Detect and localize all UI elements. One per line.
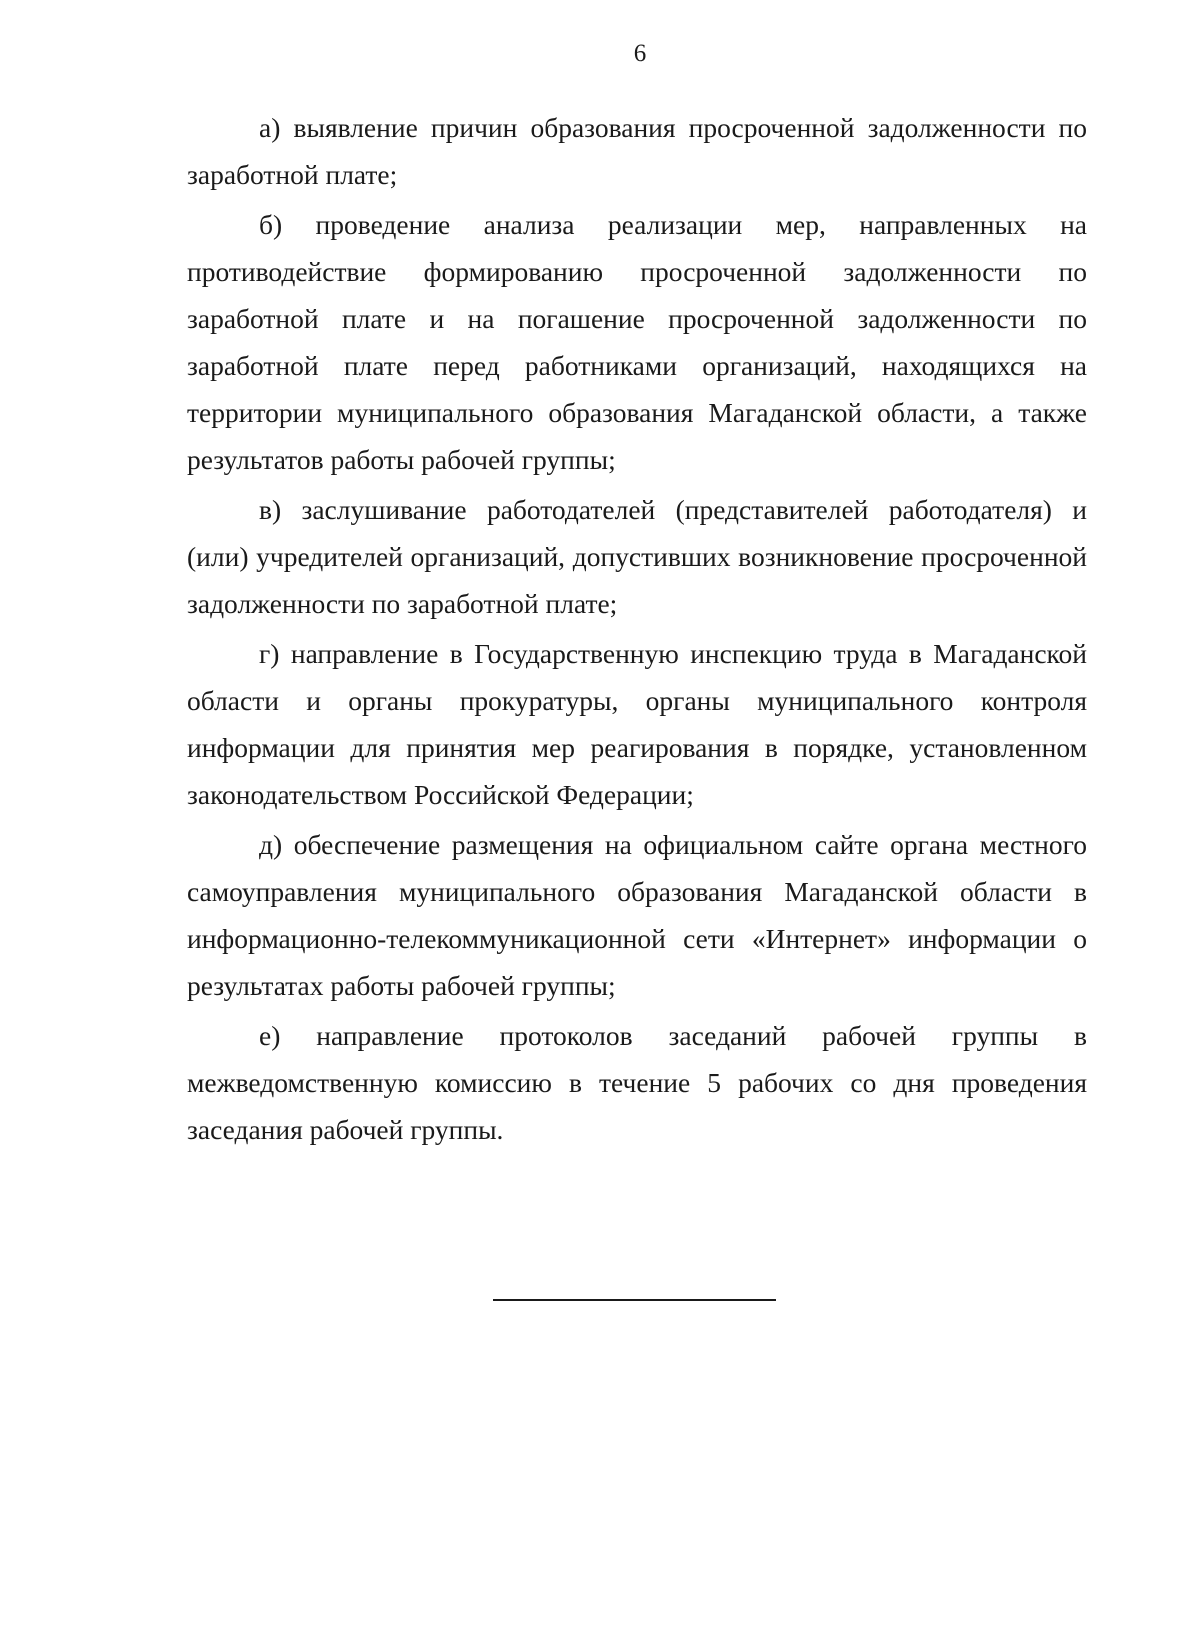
paragraph-item-v: в) заслушивание работодателей (представителей работодателя) и (или) учредителей организаций, допустивших возникновение просроченной задолженности по заработной плате; <box>187 494 1087 619</box>
end-of-document-rule <box>493 1299 776 1301</box>
page-number: 6 <box>633 40 647 67</box>
paragraph-item-d: д) обеспечение размещения на официальном сайте органа местного самоуправления муниципального образования Магаданской области в информационно-телекоммуникационной сети «Интернет» информации о результатах работы рабочей группы; <box>187 829 1087 1001</box>
document-body <box>187 104 1087 1156</box>
paragraph-item-b: б) проведение анализа реализации мер, направленных на противодействие формированию просроченной задолженности по заработной плате и на погашение просроченной задолженности по заработной плате перед работниками организаций, находящихся на территории муниципального образования Магаданской области, а также результатов работы рабочей группы; <box>187 209 1087 475</box>
paragraph-item-a: а) выявление причин образования просроченной задолженности по заработной плате; <box>187 112 1087 190</box>
paragraph-item-e: е) направление протоколов заседаний рабочей группы в межведомственную комиссию в течение 5 рабочих со дня проведения заседания рабочей группы. <box>187 1020 1087 1145</box>
paragraph-item-g: г) направление в Государственную инспекцию труда в Магаданской области и органы прокуратуры, органы муниципального контроля информации для принятия мер реагирования в порядке, установленном законодательством Российской Федерации; <box>187 638 1087 810</box>
